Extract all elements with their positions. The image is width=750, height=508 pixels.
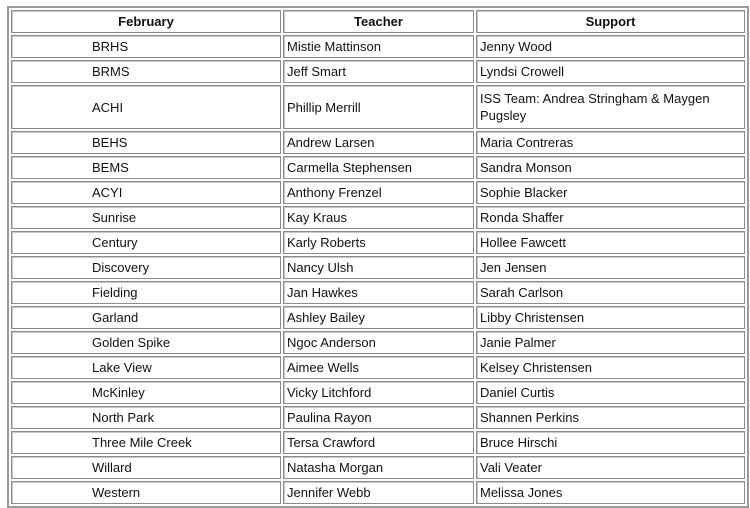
- support-cell: Daniel Curtis: [476, 381, 745, 404]
- school-cell: North Park: [11, 406, 281, 429]
- support-cell: Sarah Carlson: [476, 281, 745, 304]
- school-cell: McKinley: [11, 381, 281, 404]
- support-cell: Libby Christensen: [476, 306, 745, 329]
- teacher-cell: Natasha Morgan: [283, 456, 474, 479]
- teacher-cell: Mistie Mattinson: [283, 35, 474, 58]
- school-cell: Sunrise: [11, 206, 281, 229]
- teacher-cell: Andrew Larsen: [283, 131, 474, 154]
- support-cell: Jenny Wood: [476, 35, 745, 58]
- teacher-cell: Paulina Rayon: [283, 406, 474, 429]
- support-cell: Hollee Fawcett: [476, 231, 745, 254]
- school-cell: Willard: [11, 456, 281, 479]
- header-support: Support: [476, 10, 745, 33]
- school-cell: BRHS: [11, 35, 281, 58]
- table-row: [11, 256, 745, 279]
- table-row: [11, 156, 745, 179]
- table-row: [11, 431, 745, 454]
- table-row: [11, 456, 745, 479]
- school-cell: Western: [11, 481, 281, 504]
- table-row: [11, 60, 745, 83]
- table-row: [11, 356, 745, 379]
- support-cell: Lyndsi Crowell: [476, 60, 745, 83]
- header-teacher: Teacher: [283, 10, 474, 33]
- teacher-cell: Phillip Merrill: [283, 85, 474, 129]
- table-row: [11, 481, 745, 504]
- table-row: [11, 406, 745, 429]
- teacher-cell: Tersa Crawford: [283, 431, 474, 454]
- teacher-cell: Nancy Ulsh: [283, 256, 474, 279]
- school-cell: Golden Spike: [11, 331, 281, 354]
- teacher-cell: Anthony Frenzel: [283, 181, 474, 204]
- teacher-cell: Jan Hawkes: [283, 281, 474, 304]
- support-cell: Kelsey Christensen: [476, 356, 745, 379]
- table-row: [11, 181, 745, 204]
- support-cell: Shannen Perkins: [476, 406, 745, 429]
- table-row: [11, 131, 745, 154]
- school-cell: ACYI: [11, 181, 281, 204]
- support-cell: Maria Contreras: [476, 131, 745, 154]
- header-row: [11, 10, 745, 33]
- teacher-cell: Kay Kraus: [283, 206, 474, 229]
- teacher-cell: Jennifer Webb: [283, 481, 474, 504]
- support-cell: Jen Jensen: [476, 256, 745, 279]
- table-row: [11, 331, 745, 354]
- table-row: [11, 85, 745, 129]
- school-cell: Century: [11, 231, 281, 254]
- school-cell: BEHS: [11, 131, 281, 154]
- school-cell: Fielding: [11, 281, 281, 304]
- support-cell: ISS Team: Andrea Stringham & Maygen Pugsley: [476, 85, 745, 129]
- school-cell: BRMS: [11, 60, 281, 83]
- table-row: [11, 281, 745, 304]
- support-cell: Sandra Monson: [476, 156, 745, 179]
- header-february: February: [11, 10, 281, 33]
- school-cell: Garland: [11, 306, 281, 329]
- school-cell: BEMS: [11, 156, 281, 179]
- table-row: [11, 306, 745, 329]
- support-cell: Bruce Hirschi: [476, 431, 745, 454]
- table-row: [11, 231, 745, 254]
- teacher-cell: Aimee Wells: [283, 356, 474, 379]
- teacher-cell: Karly Roberts: [283, 231, 474, 254]
- teacher-cell: Jeff Smart: [283, 60, 474, 83]
- teacher-cell: Carmella Stephensen: [283, 156, 474, 179]
- table-row: [11, 35, 745, 58]
- table-row: [11, 206, 745, 229]
- school-cell: Lake View: [11, 356, 281, 379]
- support-cell: Sophie Blacker: [476, 181, 745, 204]
- table-row: [11, 381, 745, 404]
- school-cell: Discovery: [11, 256, 281, 279]
- support-cell: Melissa Jones: [476, 481, 745, 504]
- teacher-cell: Ashley Bailey: [283, 306, 474, 329]
- school-cell: ACHI: [11, 85, 281, 129]
- school-cell: Three Mile Creek: [11, 431, 281, 454]
- assignment-table: [7, 6, 749, 508]
- support-cell: Vali Veater: [476, 456, 745, 479]
- support-cell: Janie Palmer: [476, 331, 745, 354]
- support-cell: Ronda Shaffer: [476, 206, 745, 229]
- teacher-cell: Ngoc Anderson: [283, 331, 474, 354]
- teacher-cell: Vicky Litchford: [283, 381, 474, 404]
